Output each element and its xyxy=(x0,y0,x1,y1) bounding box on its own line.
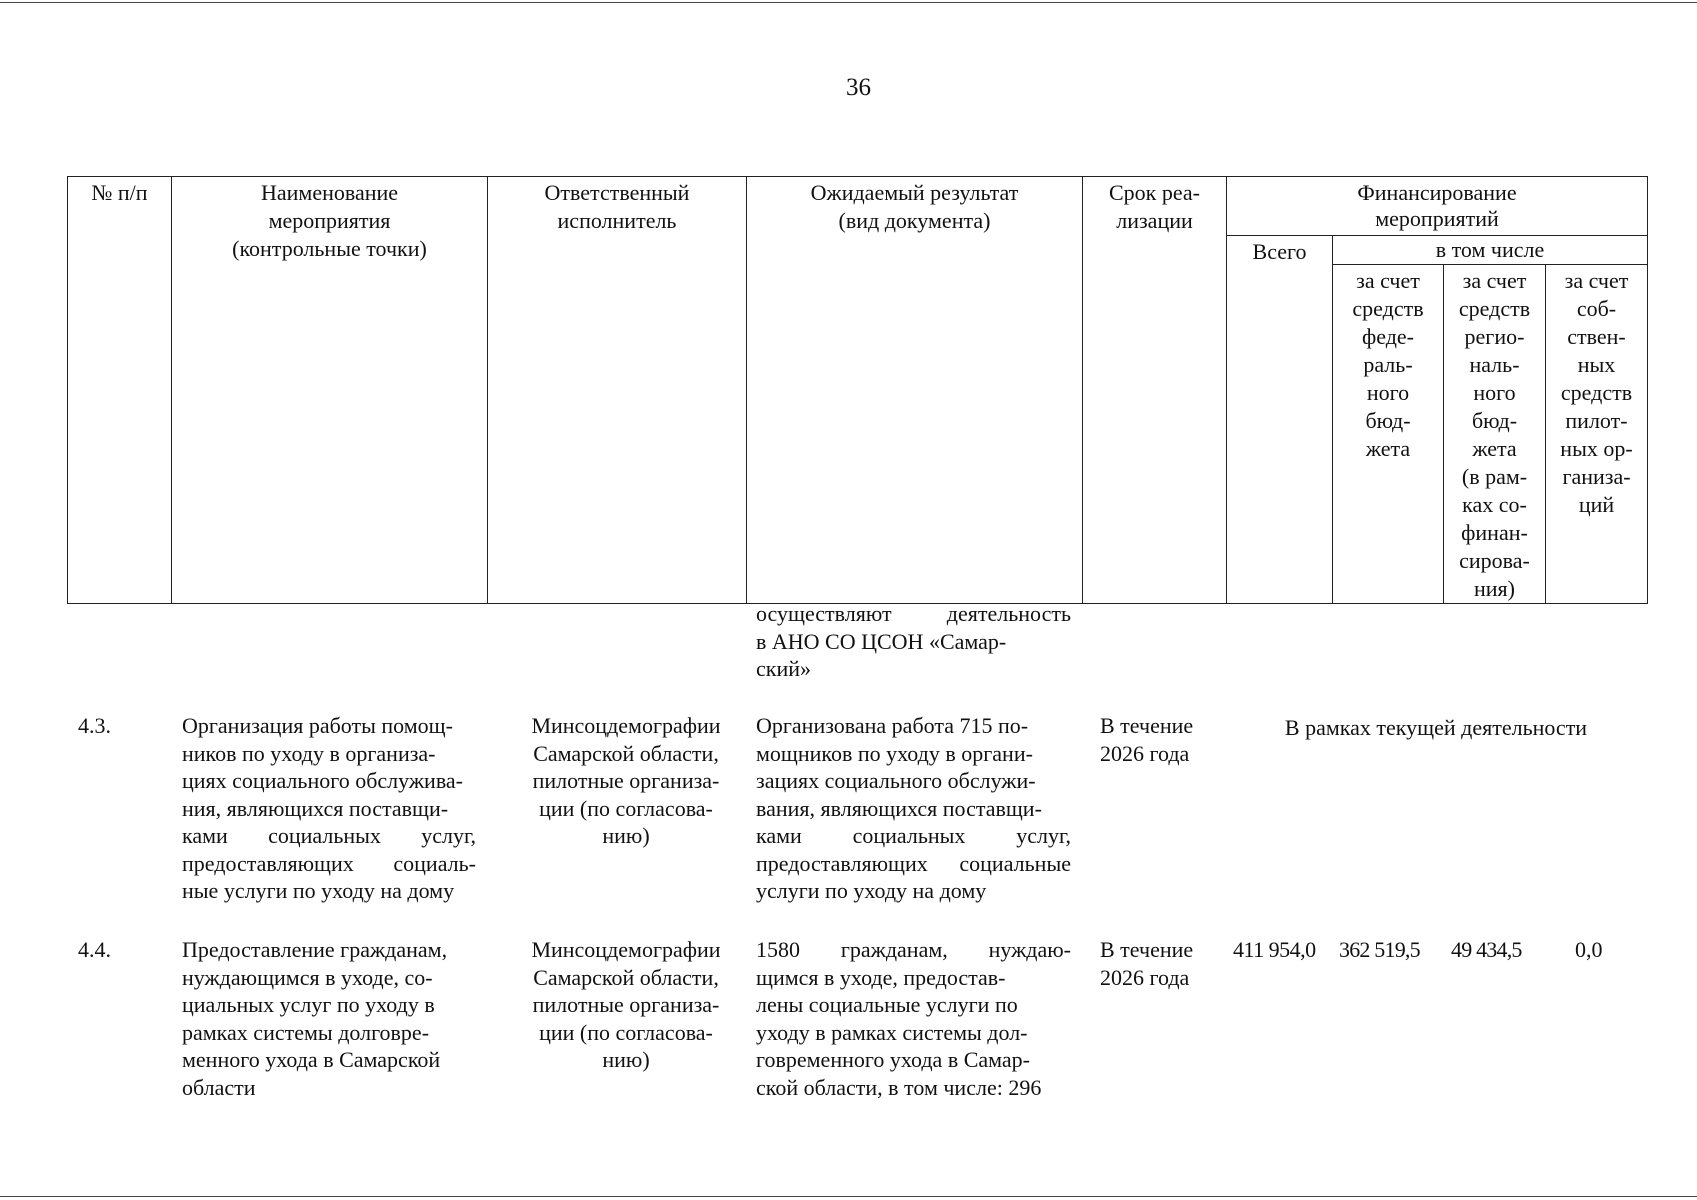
row-4-3-financing-note: В рамках текущей деятельности xyxy=(1284,715,1588,740)
table-header xyxy=(67,176,1648,604)
header-own-funds: за счет соб- ствен- ных средств пилот- ных ор- ганиза- ций xyxy=(1546,265,1648,604)
header-federal-budget: за счет средств феде- раль- ного бюд- жета xyxy=(1333,265,1444,604)
row-4-3-event-name: Организация работы помощ- ников по уходу в организа- циях социального обслужива- ния, являющихся поставщи- ками социальных услуг, предоставляющих социаль- ные услуги по уходу на дому xyxy=(182,713,476,903)
continuation-text: осуществляют деятельность в АНО СО ЦСОН «Самар- ский» xyxy=(756,601,1071,681)
row-4-4-responsible: Минсоцдемографии Самарской области, пилотные организа- ции (по согласова- нию) xyxy=(531,937,721,1072)
header-event-name: Наименование мероприятия (контрольные точки) xyxy=(172,177,488,604)
header-expected-result: Ожидаемый результат (вид документа) xyxy=(747,177,1083,604)
page-number: 36 xyxy=(846,74,871,101)
header-term: Срок реа- лизации xyxy=(1083,177,1227,604)
row-4-4-event-name: Предоставление гражданам, нуждающимся в уходе, со- циальных услуг по уходу в рамках системы долговре- менного ухода в Самарской области xyxy=(182,937,448,1100)
header-including: в том числе xyxy=(1333,236,1648,265)
row-4-4-own: 0,0 xyxy=(1575,937,1603,962)
row-4-4-number: 4.4. xyxy=(78,937,111,962)
row-4-3-number: 4.3. xyxy=(78,713,111,738)
row-4-3-responsible: Минсоцдемографии Самарской области, пилотные организа- ции (по согласова- нию) xyxy=(531,713,721,848)
row-4-3-expected-result: Организована работа 715 по- мощников по уходу в органи- зациях социального обслужи- вания, являющихся поставщи- ками социальных услуг, предоставляющих социальные услуги по уходу на дому xyxy=(756,713,1071,903)
top-border-line xyxy=(0,2,1697,3)
header-total: Всего xyxy=(1227,236,1333,604)
bottom-border-line xyxy=(0,1196,1697,1197)
row-4-4-term: В течение 2026 года xyxy=(1100,937,1194,990)
header-responsible: Ответственный исполнитель xyxy=(488,177,747,604)
header-financing: Финансирование мероприятий xyxy=(1227,177,1648,236)
row-4-4-expected-result: 1580 гражданам, нуждаю- щимся в уходе, предостав- лены социальные услуги по уходу в рамках системы дол- говременного ухода в Самар- ской области, в том числе: 296 xyxy=(756,937,1071,1100)
row-4-4-regional: 49 434,5 xyxy=(1451,937,1522,962)
header-number: № п/п xyxy=(68,177,172,604)
row-4-4-total: 411 954,0 xyxy=(1233,937,1316,962)
row-4-3-term: В течение 2026 года xyxy=(1100,713,1194,766)
row-4-4-federal: 362 519,5 xyxy=(1339,937,1420,962)
header-regional-budget: за счет средств регио- наль- ного бюд- жета (в рам- ках со- финан- сирова- ния) xyxy=(1444,265,1546,604)
